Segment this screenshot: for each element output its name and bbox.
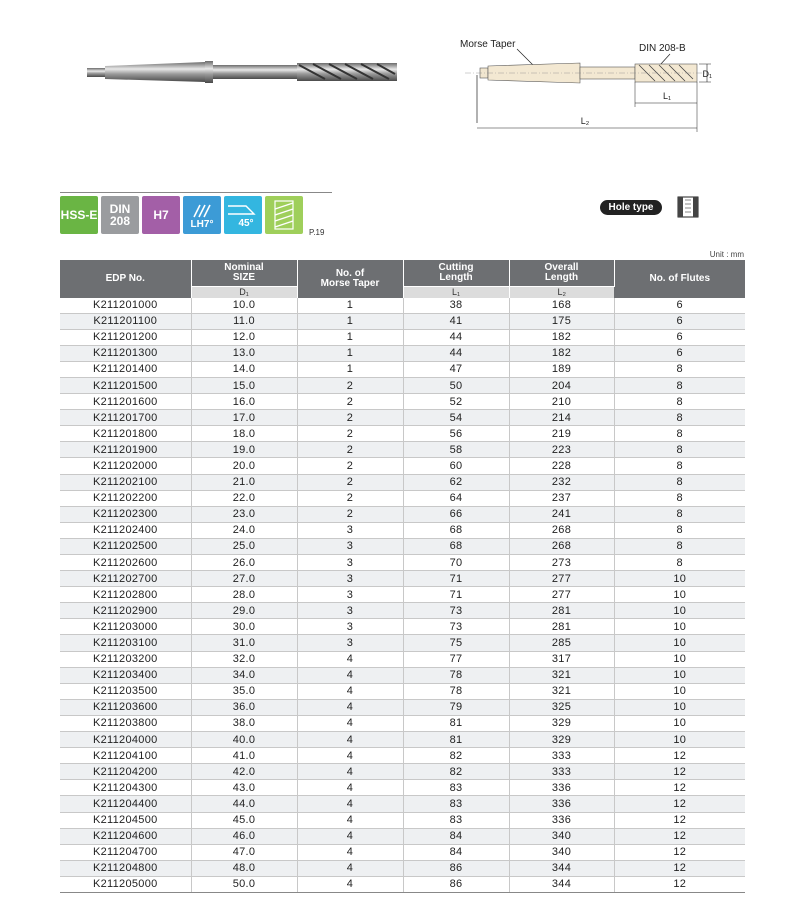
flutes-cell: 8 <box>614 410 745 426</box>
edp-cell: K211203400 <box>60 667 191 683</box>
overall-length-cell: 325 <box>509 699 614 715</box>
flutes-cell: 10 <box>614 619 745 635</box>
cutting-length-cell: 50 <box>403 377 509 393</box>
table-row <box>60 651 745 667</box>
table-row <box>60 732 745 748</box>
edp-cell: K211202200 <box>60 490 191 506</box>
size-cell: 43.0 <box>191 780 297 796</box>
morse-taper-cell: 4 <box>297 651 403 667</box>
morse-taper-cell: 3 <box>297 555 403 571</box>
chamfer-angle-icon <box>226 200 260 230</box>
table-row <box>60 329 745 345</box>
flutes-cell: 8 <box>614 377 745 393</box>
edp-cell: K211202000 <box>60 458 191 474</box>
flutes-cell: 10 <box>614 699 745 715</box>
table-row <box>60 635 745 651</box>
cutting-length-cell: 58 <box>403 442 509 458</box>
table-body <box>60 298 745 893</box>
flutes-cell: 8 <box>614 522 745 538</box>
cutting-length-cell: 44 <box>403 345 509 361</box>
edp-cell: K211203000 <box>60 619 191 635</box>
flutes-cell: 12 <box>614 876 745 892</box>
size-cell: 31.0 <box>191 635 297 651</box>
size-cell: 22.0 <box>191 490 297 506</box>
flutes-cell: 10 <box>614 587 745 603</box>
overall-length-cell: 232 <box>509 474 614 490</box>
morse-taper-cell: 4 <box>297 683 403 699</box>
edp-cell: K211202400 <box>60 522 191 538</box>
cutting-length-cell: 82 <box>403 748 509 764</box>
overall-length-cell: 277 <box>509 571 614 587</box>
morse-taper-cell: 2 <box>297 474 403 490</box>
flutes-cell: 10 <box>614 732 745 748</box>
edp-cell: K211202700 <box>60 571 191 587</box>
size-cell: 15.0 <box>191 377 297 393</box>
flutes-cell: 12 <box>614 812 745 828</box>
table-row <box>60 426 745 442</box>
table-row <box>60 764 745 780</box>
size-cell: 17.0 <box>191 410 297 426</box>
overall-length-cell: 241 <box>509 506 614 522</box>
cutting-length-cell: 73 <box>403 603 509 619</box>
table-row <box>60 796 745 812</box>
edp-cell: K211201600 <box>60 394 191 410</box>
overall-length-cell: 321 <box>509 683 614 699</box>
edp-cell: K211204400 <box>60 796 191 812</box>
table-row <box>60 619 745 635</box>
edp-cell: K211204200 <box>60 764 191 780</box>
table-row <box>60 490 745 506</box>
cutting-length-cell: 78 <box>403 683 509 699</box>
morse-taper-cell: 1 <box>297 345 403 361</box>
edp-cell: K211201400 <box>60 361 191 377</box>
flutes-cell: 8 <box>614 538 745 554</box>
din-standard-label: DIN 208-B <box>639 43 686 54</box>
table-row <box>60 667 745 683</box>
header-overall-length: Overall Length <box>509 260 614 286</box>
cutting-length-cell: 47 <box>403 361 509 377</box>
morse-taper-cell: 4 <box>297 699 403 715</box>
edp-cell: K211202500 <box>60 538 191 554</box>
edp-cell: K211202800 <box>60 587 191 603</box>
flutes-cell: 12 <box>614 860 745 876</box>
reamer-product-photo <box>85 48 405 98</box>
morse-taper-cell: 2 <box>297 426 403 442</box>
overall-length-cell: 344 <box>509 860 614 876</box>
cutting-length-cell: 52 <box>403 394 509 410</box>
edp-cell: K211202600 <box>60 555 191 571</box>
flutes-cell: 8 <box>614 442 745 458</box>
flutes-cell: 10 <box>614 635 745 651</box>
size-cell: 47.0 <box>191 844 297 860</box>
overall-length-cell: 344 <box>509 876 614 892</box>
morse-taper-cell: 2 <box>297 458 403 474</box>
flutes-cell: 8 <box>614 474 745 490</box>
size-cell: 27.0 <box>191 571 297 587</box>
header-flutes: No. of Flutes <box>614 260 745 298</box>
overall-length-cell: 219 <box>509 426 614 442</box>
edp-cell: K211201000 <box>60 298 191 314</box>
morse-taper-cell: 3 <box>297 619 403 635</box>
table-row <box>60 828 745 844</box>
size-cell: 26.0 <box>191 555 297 571</box>
edp-cell: K211203200 <box>60 651 191 667</box>
flutes-cell: 6 <box>614 298 745 314</box>
table-row <box>60 377 745 393</box>
overall-length-cell: 329 <box>509 715 614 731</box>
cutting-length-cell: 81 <box>403 715 509 731</box>
size-cell: 18.0 <box>191 426 297 442</box>
table-row <box>60 715 745 731</box>
table-row <box>60 683 745 699</box>
cutting-length-cell: 68 <box>403 522 509 538</box>
overall-length-cell: 333 <box>509 748 614 764</box>
flutes-cell: 6 <box>614 329 745 345</box>
morse-taper-cell: 2 <box>297 377 403 393</box>
table-row <box>60 780 745 796</box>
edp-cell: K211204000 <box>60 732 191 748</box>
morse-taper-cell: 2 <box>297 490 403 506</box>
d1-dimension-label: D₁ <box>702 69 712 79</box>
flutes-cell: 12 <box>614 764 745 780</box>
edp-cell: K211204600 <box>60 828 191 844</box>
morse-taper-cell: 4 <box>297 715 403 731</box>
table-row <box>60 442 745 458</box>
edp-cell: K211203100 <box>60 635 191 651</box>
overall-length-cell: 340 <box>509 828 614 844</box>
cutting-length-cell: 71 <box>403 571 509 587</box>
reamer-dimension-diagram <box>455 35 715 145</box>
edp-cell: K211202100 <box>60 474 191 490</box>
header-edp: EDP No. <box>60 260 191 298</box>
overall-length-cell: 333 <box>509 764 614 780</box>
morse-taper-cell: 2 <box>297 410 403 426</box>
table-row <box>60 699 745 715</box>
table-row <box>60 555 745 571</box>
cutting-length-cell: 82 <box>403 764 509 780</box>
product-spec-table <box>60 260 745 893</box>
cutting-length-cell: 62 <box>403 474 509 490</box>
helix-label: LH7° <box>190 219 214 230</box>
morse-taper-cell: 4 <box>297 780 403 796</box>
overall-length-cell: 175 <box>509 313 614 329</box>
flute-type-badge <box>265 196 303 234</box>
din-number: 208 <box>109 214 131 228</box>
morse-taper-cell: 4 <box>297 860 403 876</box>
cutting-length-cell: 84 <box>403 828 509 844</box>
cutting-length-cell: 83 <box>403 796 509 812</box>
cutting-length-cell: 38 <box>403 298 509 314</box>
edp-cell: K211203600 <box>60 699 191 715</box>
overall-length-cell: 214 <box>509 410 614 426</box>
overall-length-cell: 228 <box>509 458 614 474</box>
edp-cell: K211203800 <box>60 715 191 731</box>
edp-cell: K211205000 <box>60 876 191 892</box>
morse-taper-label: Morse Taper <box>460 39 516 50</box>
size-cell: 34.0 <box>191 667 297 683</box>
flutes-cell: 8 <box>614 555 745 571</box>
edp-cell: K211201700 <box>60 410 191 426</box>
header-morse-taper: No. of Morse Taper <box>297 260 403 298</box>
cutting-length-cell: 64 <box>403 490 509 506</box>
table-row <box>60 603 745 619</box>
size-cell: 12.0 <box>191 329 297 345</box>
overall-length-cell: 321 <box>509 667 614 683</box>
morse-taper-cell: 4 <box>297 876 403 892</box>
morse-taper-cell: 3 <box>297 571 403 587</box>
size-cell: 24.0 <box>191 522 297 538</box>
din-label: DIN <box>109 202 131 216</box>
hole-type-label <box>600 200 662 215</box>
badge-divider <box>60 192 332 193</box>
flutes-cell: 12 <box>614 748 745 764</box>
size-cell: 40.0 <box>191 732 297 748</box>
morse-taper-cell: 2 <box>297 506 403 522</box>
cutting-length-cell: 66 <box>403 506 509 522</box>
flutes-cell: 10 <box>614 651 745 667</box>
size-cell: 10.0 <box>191 298 297 314</box>
material-badge <box>60 196 98 234</box>
table-row <box>60 458 745 474</box>
size-cell: 38.0 <box>191 715 297 731</box>
table-row <box>60 844 745 860</box>
overall-length-cell: 336 <box>509 796 614 812</box>
flutes-cell: 12 <box>614 844 745 860</box>
cutting-length-cell: 86 <box>403 876 509 892</box>
table-row <box>60 748 745 764</box>
flutes-cell: 6 <box>614 313 745 329</box>
morse-taper-cell: 2 <box>297 442 403 458</box>
through-hole-icon <box>677 196 699 218</box>
cutting-length-cell: 68 <box>403 538 509 554</box>
cutting-length-cell: 77 <box>403 651 509 667</box>
spiral-flute-icon <box>269 199 299 231</box>
din-badge <box>101 196 139 234</box>
edp-cell: K211201800 <box>60 426 191 442</box>
flutes-cell: 12 <box>614 796 745 812</box>
table-row <box>60 860 745 876</box>
l2-dimension-label: L₂ <box>580 116 590 126</box>
flutes-cell: 10 <box>614 603 745 619</box>
cutting-length-cell: 54 <box>403 410 509 426</box>
edp-cell: K211203500 <box>60 683 191 699</box>
morse-taper-cell: 1 <box>297 361 403 377</box>
subheader-l1: L₁ <box>403 286 509 298</box>
flutes-cell: 10 <box>614 715 745 731</box>
overall-length-cell: 277 <box>509 587 614 603</box>
cutting-length-cell: 84 <box>403 844 509 860</box>
overall-length-cell: 182 <box>509 329 614 345</box>
morse-taper-cell: 4 <box>297 748 403 764</box>
size-cell: 48.0 <box>191 860 297 876</box>
flutes-cell: 8 <box>614 458 745 474</box>
helix-icon <box>191 203 213 219</box>
size-cell: 21.0 <box>191 474 297 490</box>
size-cell: 46.0 <box>191 828 297 844</box>
morse-taper-cell: 3 <box>297 587 403 603</box>
flutes-cell: 10 <box>614 667 745 683</box>
table-row <box>60 361 745 377</box>
morse-taper-cell: 3 <box>297 538 403 554</box>
table-row <box>60 522 745 538</box>
table-row <box>60 298 745 314</box>
table-row <box>60 538 745 554</box>
overall-length-cell: 204 <box>509 377 614 393</box>
size-cell: 28.0 <box>191 587 297 603</box>
edp-cell: K211204300 <box>60 780 191 796</box>
morse-taper-cell: 3 <box>297 603 403 619</box>
morse-taper-cell: 4 <box>297 812 403 828</box>
overall-length-cell: 189 <box>509 361 614 377</box>
edp-cell: K211202900 <box>60 603 191 619</box>
subheader-l2: L₂ <box>509 286 614 298</box>
flutes-cell: 8 <box>614 490 745 506</box>
overall-length-cell: 329 <box>509 732 614 748</box>
cutting-length-cell: 78 <box>403 667 509 683</box>
morse-taper-cell: 4 <box>297 844 403 860</box>
page-reference: P.19 <box>309 228 325 237</box>
overall-length-cell: 340 <box>509 844 614 860</box>
size-cell: 45.0 <box>191 812 297 828</box>
table-row <box>60 313 745 329</box>
size-cell: 19.0 <box>191 442 297 458</box>
edp-cell: K211202300 <box>60 506 191 522</box>
edp-cell: K211204500 <box>60 812 191 828</box>
spec-badges <box>60 192 332 236</box>
l1-dimension-label: L₁ <box>662 91 672 101</box>
edp-cell: K211204800 <box>60 860 191 876</box>
table-row <box>60 587 745 603</box>
edp-cell: K211204100 <box>60 748 191 764</box>
cutting-length-cell: 83 <box>403 780 509 796</box>
overall-length-cell: 268 <box>509 538 614 554</box>
overall-length-cell: 210 <box>509 394 614 410</box>
cutting-length-cell: 70 <box>403 555 509 571</box>
tolerance-label: H7 <box>153 208 169 222</box>
overall-length-cell: 223 <box>509 442 614 458</box>
overall-length-cell: 336 <box>509 812 614 828</box>
helix-badge <box>183 196 221 234</box>
cutting-length-cell: 44 <box>403 329 509 345</box>
size-cell: 36.0 <box>191 699 297 715</box>
table-row <box>60 876 745 892</box>
overall-length-cell: 285 <box>509 635 614 651</box>
cutting-length-cell: 81 <box>403 732 509 748</box>
size-cell: 25.0 <box>191 538 297 554</box>
tolerance-badge <box>142 196 180 234</box>
flutes-cell: 10 <box>614 683 745 699</box>
header-size: Nominal SIZE <box>191 260 297 286</box>
edp-cell: K211201900 <box>60 442 191 458</box>
table-row <box>60 571 745 587</box>
cutting-length-cell: 79 <box>403 699 509 715</box>
overall-length-cell: 281 <box>509 603 614 619</box>
cutting-length-cell: 60 <box>403 458 509 474</box>
cutting-length-cell: 73 <box>403 619 509 635</box>
cutting-length-cell: 41 <box>403 313 509 329</box>
flutes-cell: 12 <box>614 780 745 796</box>
cutting-length-cell: 83 <box>403 812 509 828</box>
morse-taper-cell: 1 <box>297 313 403 329</box>
overall-length-cell: 237 <box>509 490 614 506</box>
overall-length-cell: 268 <box>509 522 614 538</box>
hole-type-text: Hole type <box>608 202 654 213</box>
table-row <box>60 410 745 426</box>
size-cell: 30.0 <box>191 619 297 635</box>
morse-taper-cell: 4 <box>297 828 403 844</box>
edp-cell: K211201200 <box>60 329 191 345</box>
morse-taper-cell: 1 <box>297 298 403 314</box>
subheader-d1: D₁ <box>191 286 297 298</box>
edp-cell: K211201300 <box>60 345 191 361</box>
table-row <box>60 506 745 522</box>
material-label: HSS-E <box>60 208 98 222</box>
morse-taper-cell: 3 <box>297 635 403 651</box>
overall-length-cell: 281 <box>509 619 614 635</box>
size-cell: 16.0 <box>191 394 297 410</box>
flutes-cell: 6 <box>614 345 745 361</box>
size-cell: 41.0 <box>191 748 297 764</box>
header-cutting-length: Cutting Length <box>403 260 509 286</box>
edp-cell: K211201100 <box>60 313 191 329</box>
angle-label: 45° <box>238 218 254 229</box>
size-cell: 35.0 <box>191 683 297 699</box>
size-cell: 13.0 <box>191 345 297 361</box>
table-row <box>60 474 745 490</box>
morse-taper-cell: 3 <box>297 522 403 538</box>
flutes-cell: 8 <box>614 506 745 522</box>
table-row <box>60 394 745 410</box>
morse-taper-cell: 4 <box>297 732 403 748</box>
size-cell: 50.0 <box>191 876 297 892</box>
table-row <box>60 345 745 361</box>
morse-taper-cell: 4 <box>297 796 403 812</box>
angle-badge <box>224 196 262 234</box>
edp-cell: K211204700 <box>60 844 191 860</box>
size-cell: 44.0 <box>191 796 297 812</box>
size-cell: 14.0 <box>191 361 297 377</box>
size-cell: 42.0 <box>191 764 297 780</box>
size-cell: 32.0 <box>191 651 297 667</box>
morse-taper-cell: 4 <box>297 764 403 780</box>
flutes-cell: 8 <box>614 394 745 410</box>
cutting-length-cell: 86 <box>403 860 509 876</box>
morse-taper-cell: 1 <box>297 329 403 345</box>
morse-taper-cell: 2 <box>297 394 403 410</box>
flutes-cell: 10 <box>614 571 745 587</box>
size-cell: 23.0 <box>191 506 297 522</box>
edp-cell: K211201500 <box>60 377 191 393</box>
size-cell: 29.0 <box>191 603 297 619</box>
table-row <box>60 812 745 828</box>
flutes-cell: 12 <box>614 828 745 844</box>
cutting-length-cell: 75 <box>403 635 509 651</box>
flutes-cell: 8 <box>614 426 745 442</box>
cutting-length-cell: 71 <box>403 587 509 603</box>
cutting-length-cell: 56 <box>403 426 509 442</box>
flutes-cell: 8 <box>614 361 745 377</box>
size-cell: 11.0 <box>191 313 297 329</box>
unit-label: Unit : mm <box>709 250 744 259</box>
overall-length-cell: 182 <box>509 345 614 361</box>
overall-length-cell: 273 <box>509 555 614 571</box>
overall-length-cell: 336 <box>509 780 614 796</box>
size-cell: 20.0 <box>191 458 297 474</box>
overall-length-cell: 168 <box>509 298 614 314</box>
morse-taper-cell: 4 <box>297 667 403 683</box>
overall-length-cell: 317 <box>509 651 614 667</box>
